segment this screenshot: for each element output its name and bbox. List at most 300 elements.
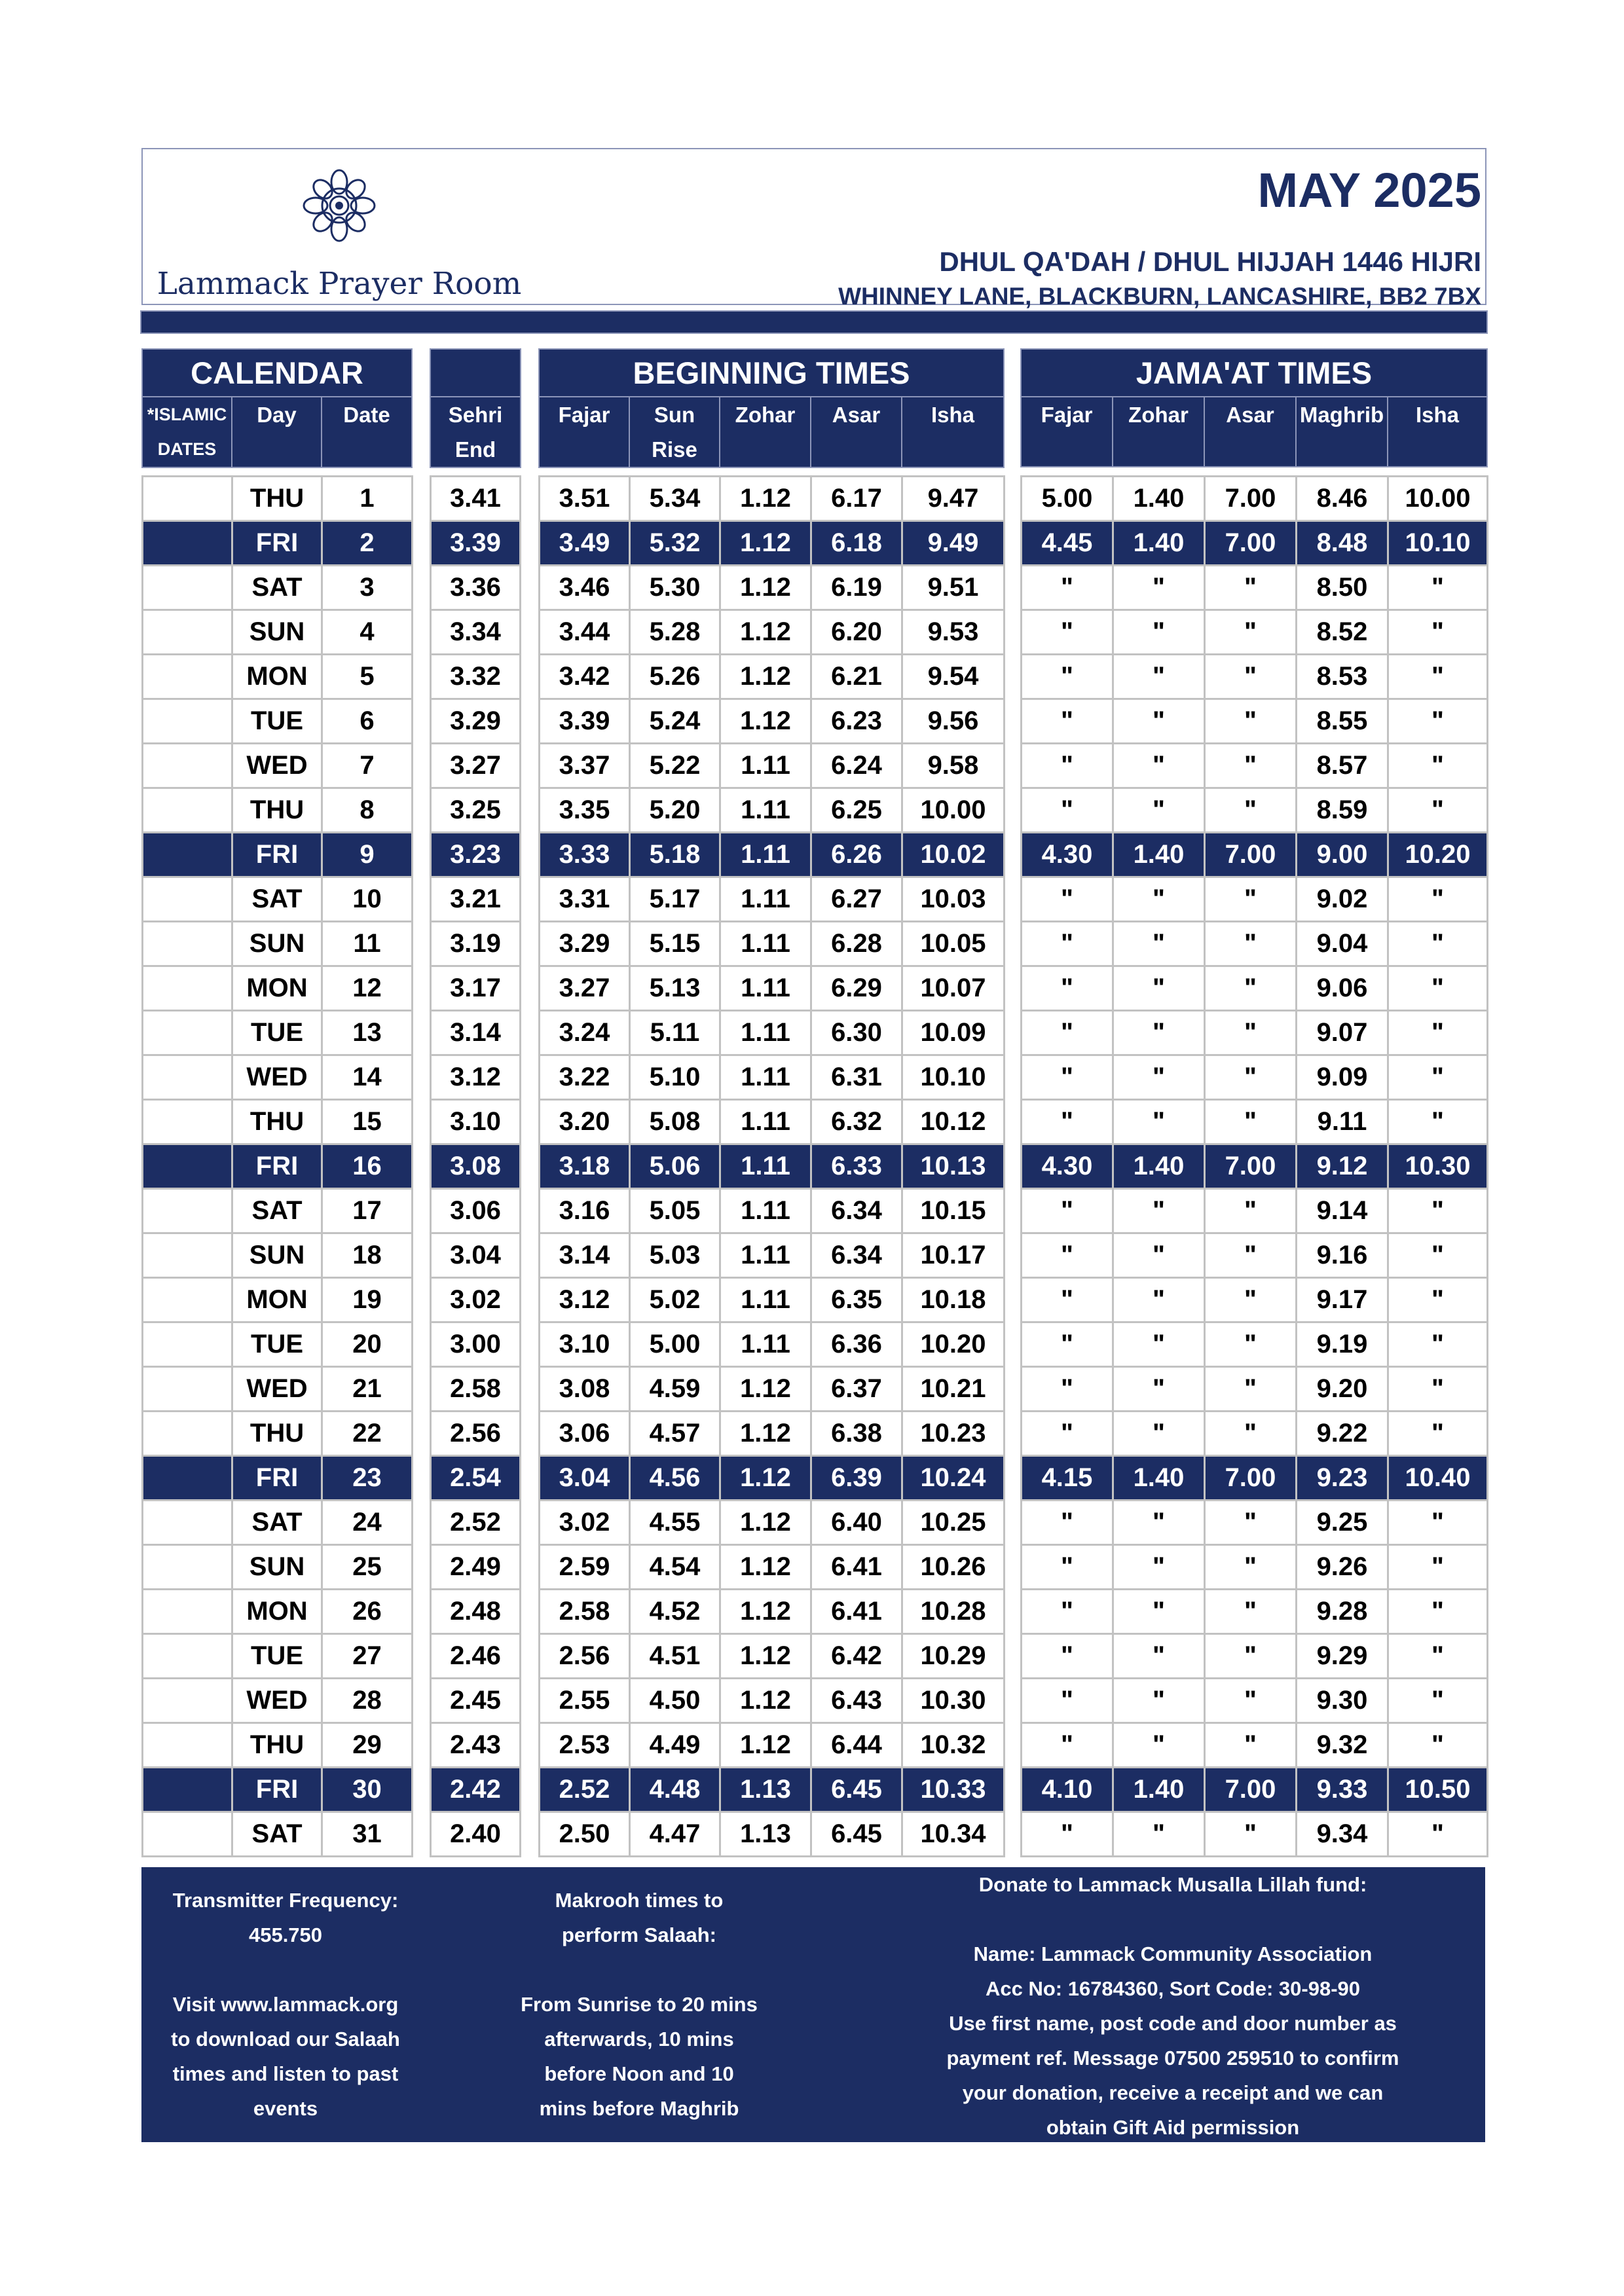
- maghrib-jamaat-cell: 9.29: [1297, 1634, 1388, 1679]
- table-row: [143, 1545, 413, 1590]
- asar-jamaat-cell: ": [1205, 788, 1297, 833]
- isha-begin-cell: 10.25: [902, 1501, 1005, 1545]
- table-row: [431, 1679, 521, 1723]
- fajar-jamaat-cell: ": [1022, 655, 1113, 699]
- date-cell: 5: [322, 655, 413, 699]
- zohar-begin-cell: 1.12: [720, 521, 811, 566]
- zohar-begin-cell: 1.11: [720, 1278, 811, 1322]
- table-row: [431, 1456, 521, 1501]
- table-row: [143, 833, 413, 877]
- date-cell: 9: [322, 833, 413, 877]
- fajar-begin-cell: 3.18: [540, 1144, 630, 1189]
- sunrise-cell: 4.47: [630, 1812, 720, 1857]
- asar-jamaat-cell: ": [1205, 1011, 1297, 1055]
- fajar-begin-cell: 2.50: [540, 1812, 630, 1857]
- asar-jamaat-cell: 7.00: [1205, 521, 1297, 566]
- isha-jamaat-cell: ": [1388, 610, 1488, 655]
- sehri-end-cell: 3.27: [431, 744, 521, 788]
- day-cell: THU: [232, 477, 322, 521]
- islamic-date-cell: [143, 699, 232, 744]
- table-row: [431, 699, 521, 744]
- table-row: [143, 1055, 413, 1100]
- maghrib-jamaat-cell: 9.02: [1297, 877, 1388, 922]
- fajar-begin-cell: 3.35: [540, 788, 630, 833]
- sehri-end-cell: 3.14: [431, 1011, 521, 1055]
- fajar-begin-cell: 3.44: [540, 610, 630, 655]
- date-cell: 13: [322, 1011, 413, 1055]
- sehri-end-cell: 3.36: [431, 566, 521, 610]
- fajar-begin-cell: 3.49: [540, 521, 630, 566]
- fajar-begin-cell: 3.39: [540, 699, 630, 744]
- asar-begin-cell: 6.45: [811, 1812, 902, 1857]
- fajar-jamaat-cell: ": [1022, 922, 1113, 966]
- maghrib-jamaat-cell: 8.48: [1297, 521, 1388, 566]
- day-cell: MON: [232, 1278, 322, 1322]
- org-name: Lammack Prayer Room: [157, 266, 522, 302]
- isha-jamaat-cell: ": [1388, 966, 1488, 1011]
- table-row: [1022, 1634, 1488, 1679]
- isha-jamaat-cell: ": [1388, 1501, 1488, 1545]
- sehri-end-cell: 2.52: [431, 1501, 521, 1545]
- table-row: [540, 1590, 1005, 1634]
- zohar-jamaat-cell: 1.40: [1113, 833, 1205, 877]
- asar-begin-cell: 6.43: [811, 1679, 902, 1723]
- table-row: [143, 922, 413, 966]
- table-row: [143, 1011, 413, 1055]
- asar-begin-cell: 6.27: [811, 877, 902, 922]
- table-row: [1022, 744, 1488, 788]
- zohar-begin-cell: 1.11: [720, 1189, 811, 1233]
- zohar-begin-cell: 1.11: [720, 1055, 811, 1100]
- sehri-end-cell: 3.19: [431, 922, 521, 966]
- zohar-begin-cell: 1.12: [720, 1723, 811, 1768]
- fajar-jamaat-cell: ": [1022, 1055, 1113, 1100]
- table-row: [143, 1367, 413, 1412]
- table-row: [431, 1501, 521, 1545]
- asar-begin-cell: 6.41: [811, 1545, 902, 1590]
- fajar-begin-cell: 3.16: [540, 1189, 630, 1233]
- fajar-jamaat-cell: 4.30: [1022, 833, 1113, 877]
- fajar-jamaat-cell: ": [1022, 1590, 1113, 1634]
- sunrise-cell: 5.30: [630, 566, 720, 610]
- sunrise-cell: 5.06: [630, 1144, 720, 1189]
- date-cell: 14: [322, 1055, 413, 1100]
- asar-begin-cell: 6.31: [811, 1055, 902, 1100]
- sunrise-cell: 5.17: [630, 877, 720, 922]
- footer-panel: [141, 1867, 1485, 2142]
- sunrise-cell: 5.20: [630, 788, 720, 833]
- asar-begin-cell: 6.38: [811, 1412, 902, 1456]
- table-row: [1022, 655, 1488, 699]
- isha-begin-cell: 10.03: [902, 877, 1005, 922]
- day-cell: FRI: [232, 833, 322, 877]
- table-row: [431, 1144, 521, 1189]
- fajar-jamaat-cell: ": [1022, 1189, 1113, 1233]
- zohar-begin-cell: 1.12: [720, 610, 811, 655]
- zohar-begin-cell: 1.12: [720, 1590, 811, 1634]
- maghrib-jamaat-cell: 9.11: [1297, 1100, 1388, 1144]
- asar-begin-cell: 6.17: [811, 477, 902, 521]
- table-row: [143, 966, 413, 1011]
- page-header: [141, 148, 1486, 310]
- day-cell: MON: [232, 1590, 322, 1634]
- sehri-end-cell: 2.40: [431, 1812, 521, 1857]
- fajar-jamaat-cell: ": [1022, 1100, 1113, 1144]
- table-row: [431, 566, 521, 610]
- asar-begin-cell: 6.29: [811, 966, 902, 1011]
- zohar-jamaat-cell: ": [1113, 1634, 1205, 1679]
- zohar-begin-cell: 1.11: [720, 877, 811, 922]
- zohar-begin-cell: 1.11: [720, 788, 811, 833]
- isha-begin-cell: 10.30: [902, 1679, 1005, 1723]
- table-row: [1022, 1545, 1488, 1590]
- zohar-jamaat-cell: ": [1113, 699, 1205, 744]
- date-cell: 6: [322, 699, 413, 744]
- zohar-jamaat-cell: ": [1113, 566, 1205, 610]
- table-row: [143, 1233, 413, 1278]
- jamaat-times-table: [1020, 475, 1486, 1857]
- day-cell: SUN: [232, 922, 322, 966]
- table-row: [540, 1412, 1005, 1456]
- sehri-end-cell: 3.34: [431, 610, 521, 655]
- table-row: [431, 744, 521, 788]
- zohar-begin-cell: 1.11: [720, 1322, 811, 1367]
- isha-begin-cell: 10.15: [902, 1189, 1005, 1233]
- asar-begin-cell: 6.39: [811, 1456, 902, 1501]
- isha-jamaat-cell: 10.30: [1388, 1144, 1488, 1189]
- sehri-end-cell: 3.23: [431, 833, 521, 877]
- islamic-date-cell: [143, 1055, 232, 1100]
- col-sunrise: Sun Rise: [629, 397, 720, 467]
- islamic-date-cell: [143, 1144, 232, 1189]
- sunrise-cell: 5.18: [630, 833, 720, 877]
- zohar-jamaat-cell: ": [1113, 1412, 1205, 1456]
- fajar-begin-cell: 3.27: [540, 966, 630, 1011]
- sunrise-cell: 5.15: [630, 922, 720, 966]
- isha-begin-cell: 10.33: [902, 1768, 1005, 1812]
- maghrib-jamaat-cell: 8.50: [1297, 566, 1388, 610]
- sunrise-cell: 5.26: [630, 655, 720, 699]
- maghrib-jamaat-cell: 8.57: [1297, 744, 1388, 788]
- calendar-header: [141, 348, 411, 468]
- isha-jamaat-cell: 10.20: [1388, 833, 1488, 877]
- islamic-date-cell: [143, 788, 232, 833]
- day-cell: TUE: [232, 1011, 322, 1055]
- date-cell: 17: [322, 1189, 413, 1233]
- table-row: [540, 788, 1005, 833]
- isha-jamaat-cell: ": [1388, 655, 1488, 699]
- islamic-date-cell: [143, 1634, 232, 1679]
- islamic-date-cell: [143, 1367, 232, 1412]
- isha-jamaat-cell: ": [1388, 1367, 1488, 1412]
- day-cell: THU: [232, 1723, 322, 1768]
- beginning-times-table: [538, 475, 1003, 1857]
- fajar-begin-cell: 2.58: [540, 1590, 630, 1634]
- isha-begin-cell: 10.00: [902, 788, 1005, 833]
- page-title: MAY 2025: [1257, 163, 1481, 217]
- fajar-begin-cell: 3.20: [540, 1100, 630, 1144]
- day-cell: SAT: [232, 566, 322, 610]
- asar-begin-cell: 6.42: [811, 1634, 902, 1679]
- islamic-date-cell: [143, 1590, 232, 1634]
- islamic-date-cell: [143, 877, 232, 922]
- sunrise-cell: 5.08: [630, 1100, 720, 1144]
- maghrib-jamaat-cell: 9.19: [1297, 1322, 1388, 1367]
- table-row: [431, 1011, 521, 1055]
- jamaat-times-header: [1020, 348, 1486, 467]
- col-fajar: Fajar: [539, 397, 629, 467]
- isha-jamaat-cell: 10.00: [1388, 477, 1488, 521]
- date-cell: 19: [322, 1278, 413, 1322]
- zohar-jamaat-cell: ": [1113, 610, 1205, 655]
- isha-begin-cell: 10.20: [902, 1322, 1005, 1367]
- maghrib-jamaat-cell: 9.04: [1297, 922, 1388, 966]
- table-row: [143, 1144, 413, 1189]
- sehri-end-cell: 3.41: [431, 477, 521, 521]
- table-row: [1022, 477, 1488, 521]
- sunrise-cell: 4.56: [630, 1456, 720, 1501]
- asar-jamaat-cell: ": [1205, 1545, 1297, 1590]
- table-row: [1022, 1189, 1488, 1233]
- fajar-jamaat-cell: ": [1022, 966, 1113, 1011]
- sehri-end-cell: 2.49: [431, 1545, 521, 1590]
- zohar-begin-cell: 1.12: [720, 1679, 811, 1723]
- asar-begin-cell: 6.41: [811, 1590, 902, 1634]
- sunrise-cell: 5.10: [630, 1055, 720, 1100]
- asar-jamaat-cell: ": [1205, 1278, 1297, 1322]
- sehri-end-cell: 3.02: [431, 1278, 521, 1322]
- logo: [156, 168, 523, 302]
- table-row: [540, 610, 1005, 655]
- maghrib-jamaat-cell: 9.09: [1297, 1055, 1388, 1100]
- asar-begin-cell: 6.28: [811, 922, 902, 966]
- table-row: [540, 1189, 1005, 1233]
- day-cell: WED: [232, 1679, 322, 1723]
- day-cell: WED: [232, 1055, 322, 1100]
- day-cell: WED: [232, 744, 322, 788]
- isha-begin-cell: 10.23: [902, 1412, 1005, 1456]
- fajar-jamaat-cell: ": [1022, 877, 1113, 922]
- date-cell: 21: [322, 1367, 413, 1412]
- zohar-jamaat-cell: ": [1113, 922, 1205, 966]
- date-cell: 26: [322, 1590, 413, 1634]
- fajar-jamaat-cell: 4.45: [1022, 521, 1113, 566]
- asar-jamaat-cell: ": [1205, 566, 1297, 610]
- fajar-jamaat-cell: ": [1022, 610, 1113, 655]
- fajar-jamaat-cell: ": [1022, 1723, 1113, 1768]
- table-row: [431, 1812, 521, 1857]
- islamic-date-cell: [143, 1723, 232, 1768]
- asar-jamaat-cell: ": [1205, 877, 1297, 922]
- zohar-jamaat-cell: 1.40: [1113, 1456, 1205, 1501]
- table-row: [431, 1233, 521, 1278]
- col-jamaat-fajar: Fajar: [1021, 397, 1113, 467]
- day-cell: SAT: [232, 1189, 322, 1233]
- table-row: [431, 477, 521, 521]
- table-row: [431, 1322, 521, 1367]
- asar-jamaat-cell: 7.00: [1205, 1768, 1297, 1812]
- table-row: [143, 1679, 413, 1723]
- maghrib-jamaat-cell: 9.32: [1297, 1723, 1388, 1768]
- date-cell: 25: [322, 1545, 413, 1590]
- table-row: [1022, 1723, 1488, 1768]
- table-row: [540, 1812, 1005, 1857]
- asar-begin-cell: 6.32: [811, 1100, 902, 1144]
- isha-jamaat-cell: ": [1388, 1545, 1488, 1590]
- fajar-begin-cell: 2.59: [540, 1545, 630, 1590]
- fajar-jamaat-cell: 5.00: [1022, 477, 1113, 521]
- isha-jamaat-cell: 10.50: [1388, 1768, 1488, 1812]
- fajar-begin-cell: 2.52: [540, 1768, 630, 1812]
- asar-jamaat-cell: ": [1205, 1367, 1297, 1412]
- sunrise-cell: 5.32: [630, 521, 720, 566]
- table-row: [1022, 833, 1488, 877]
- day-cell: FRI: [232, 1768, 322, 1812]
- col-jamaat-asar: Asar: [1204, 397, 1296, 467]
- sehri-end-cell: 3.08: [431, 1144, 521, 1189]
- date-cell: 3: [322, 566, 413, 610]
- isha-jamaat-cell: ": [1388, 1723, 1488, 1768]
- table-row: [1022, 1144, 1488, 1189]
- sunrise-cell: 4.59: [630, 1367, 720, 1412]
- day-cell: TUE: [232, 1634, 322, 1679]
- isha-begin-cell: 9.53: [902, 610, 1005, 655]
- fajar-jamaat-cell: ": [1022, 1501, 1113, 1545]
- table-row: [431, 833, 521, 877]
- asar-jamaat-cell: ": [1205, 1412, 1297, 1456]
- col-date: Date: [322, 397, 412, 467]
- sehri-end-cell: 2.48: [431, 1590, 521, 1634]
- fajar-begin-cell: 2.56: [540, 1634, 630, 1679]
- islamic-date-cell: [143, 922, 232, 966]
- sehri-end-cell: 3.39: [431, 521, 521, 566]
- zohar-jamaat-cell: 1.40: [1113, 521, 1205, 566]
- table-row: [1022, 1412, 1488, 1456]
- maghrib-jamaat-cell: 9.22: [1297, 1412, 1388, 1456]
- day-cell: TUE: [232, 1322, 322, 1367]
- asar-begin-cell: 6.34: [811, 1233, 902, 1278]
- fajar-begin-cell: 3.37: [540, 744, 630, 788]
- sehri-table: [430, 475, 521, 1857]
- maghrib-jamaat-cell: 9.12: [1297, 1144, 1388, 1189]
- maghrib-jamaat-cell: 9.34: [1297, 1812, 1388, 1857]
- table-row: [1022, 922, 1488, 966]
- table-row: [431, 1545, 521, 1590]
- isha-begin-cell: 10.02: [902, 833, 1005, 877]
- zohar-begin-cell: 1.12: [720, 1412, 811, 1456]
- date-cell: 30: [322, 1768, 413, 1812]
- islamic-date-cell: [143, 521, 232, 566]
- maghrib-jamaat-cell: 9.28: [1297, 1590, 1388, 1634]
- table-row: [540, 1679, 1005, 1723]
- asar-begin-cell: 6.20: [811, 610, 902, 655]
- fajar-begin-cell: 3.31: [540, 877, 630, 922]
- table-row: [431, 1189, 521, 1233]
- sehri-end-cell: 2.43: [431, 1723, 521, 1768]
- sehri-end-cell: 2.56: [431, 1412, 521, 1456]
- maghrib-jamaat-cell: 9.17: [1297, 1278, 1388, 1322]
- table-row: [143, 655, 413, 699]
- sehri-end-cell: 3.04: [431, 1233, 521, 1278]
- islamic-date-cell: [143, 1322, 232, 1367]
- zohar-begin-cell: 1.11: [720, 922, 811, 966]
- isha-jamaat-cell: ": [1388, 1634, 1488, 1679]
- maghrib-jamaat-cell: 9.16: [1297, 1233, 1388, 1278]
- table-row: [540, 1011, 1005, 1055]
- isha-begin-cell: 10.34: [902, 1812, 1005, 1857]
- isha-jamaat-cell: ": [1388, 1412, 1488, 1456]
- day-cell: THU: [232, 1100, 322, 1144]
- sunrise-cell: 4.55: [630, 1501, 720, 1545]
- asar-jamaat-cell: ": [1205, 1189, 1297, 1233]
- maghrib-jamaat-cell: 9.33: [1297, 1768, 1388, 1812]
- day-cell: MON: [232, 655, 322, 699]
- islamic-date-cell: [143, 1100, 232, 1144]
- sehri-end-cell: 3.12: [431, 1055, 521, 1100]
- fajar-jamaat-cell: ": [1022, 1011, 1113, 1055]
- table-row: [431, 877, 521, 922]
- table-row: [540, 1634, 1005, 1679]
- sehri-end-cell: 3.06: [431, 1189, 521, 1233]
- zohar-begin-cell: 1.12: [720, 699, 811, 744]
- table-row: [540, 966, 1005, 1011]
- asar-begin-cell: 6.23: [811, 699, 902, 744]
- fajar-begin-cell: 3.22: [540, 1055, 630, 1100]
- isha-jamaat-cell: ": [1388, 1590, 1488, 1634]
- date-cell: 4: [322, 610, 413, 655]
- isha-jamaat-cell: ": [1388, 1100, 1488, 1144]
- islamic-date-cell: [143, 477, 232, 521]
- table-row: [431, 655, 521, 699]
- table-row: [143, 477, 413, 521]
- sunrise-cell: 5.24: [630, 699, 720, 744]
- zohar-jamaat-cell: 1.40: [1113, 1768, 1205, 1812]
- sunrise-cell: 4.49: [630, 1723, 720, 1768]
- table-row: [431, 922, 521, 966]
- islamic-date-cell: [143, 744, 232, 788]
- fajar-jamaat-cell: 4.10: [1022, 1768, 1113, 1812]
- sunrise-cell: 4.51: [630, 1634, 720, 1679]
- table-row: [431, 1412, 521, 1456]
- isha-begin-cell: 10.09: [902, 1011, 1005, 1055]
- date-cell: 16: [322, 1144, 413, 1189]
- table-row: [1022, 1233, 1488, 1278]
- zohar-jamaat-cell: ": [1113, 1100, 1205, 1144]
- zohar-jamaat-cell: 1.40: [1113, 1144, 1205, 1189]
- table-row: [540, 1100, 1005, 1144]
- isha-begin-cell: 9.51: [902, 566, 1005, 610]
- isha-jamaat-cell: ": [1388, 1679, 1488, 1723]
- maghrib-jamaat-cell: 8.53: [1297, 655, 1388, 699]
- table-row: [540, 1278, 1005, 1322]
- maghrib-jamaat-cell: 9.30: [1297, 1679, 1388, 1723]
- day-cell: SAT: [232, 1501, 322, 1545]
- table-row: [1022, 566, 1488, 610]
- fajar-jamaat-cell: 4.30: [1022, 1144, 1113, 1189]
- islamic-date-cell: [143, 1812, 232, 1857]
- isha-begin-cell: 10.28: [902, 1590, 1005, 1634]
- isha-jamaat-cell: ": [1388, 1812, 1488, 1857]
- isha-begin-cell: 10.32: [902, 1723, 1005, 1768]
- date-cell: 15: [322, 1100, 413, 1144]
- date-cell: 10: [322, 877, 413, 922]
- islamic-date-cell: [143, 1412, 232, 1456]
- asar-jamaat-cell: ": [1205, 966, 1297, 1011]
- islamic-date-cell: [143, 1011, 232, 1055]
- calendar-table: [141, 475, 411, 1857]
- asar-jamaat-cell: ": [1205, 1634, 1297, 1679]
- table-row: [540, 1456, 1005, 1501]
